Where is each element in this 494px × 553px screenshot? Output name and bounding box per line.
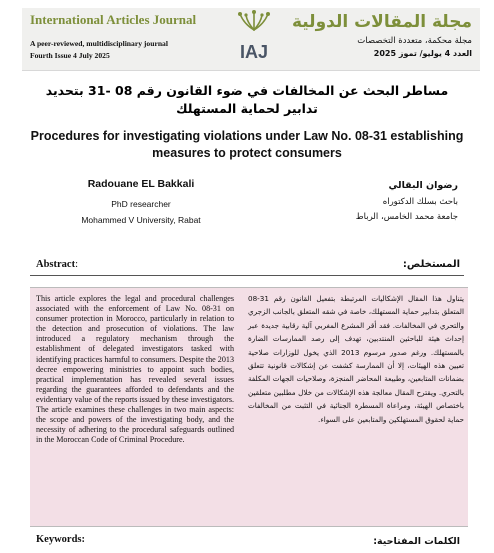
abstract-text-en: This article explores the legal and procedural challenges associated with the enforcement of Law No. 08-31 on consumer protection in Morocco, particularly in relation to the detection and prosecution of violations. The law introduced a regulatory mechanism through the establishment of delegated investigators tasked with identifying practices harmful to consumers. Despite the 2013 decree empowering ministries to appoint such bodies, practical implementation has revealed several issues regarding the guarantees afforded to defendants and the evidentiary value of the reports issued by these investigators. The article examines these challenges in two main aspects: the scope and powers of the investigating body, and the necessity of adhering to the procedural safeguards outlined in the Moroccan Code of Criminal Procedure. [36, 294, 234, 445]
author-name-ar: رضوان البقالي [388, 180, 458, 191]
abstract-label-ar: المستخلص: [402, 259, 460, 270]
article-title-en: Procedures for investigating violations under Law No. 08-31 establishing measures to protect consumers [30, 129, 464, 160]
author-block-en [36, 178, 246, 225]
journal-subtitle-en: A peer-reviewed, multidisciplinary journal [30, 39, 168, 48]
journal-issue-ar: العدد 4 يوليو/ تموز 2025 [373, 49, 472, 58]
journal-logo [232, 10, 276, 66]
header-left [30, 12, 220, 60]
journal-title-en: International Articles Journal [30, 12, 197, 27]
abstract-box [30, 287, 468, 527]
abstract-label-text: Abstract [36, 259, 76, 270]
journal-header [22, 8, 480, 71]
keywords-label-ar: الكلمات المفتاحية: [373, 536, 460, 547]
abstract-text-ar: يتناول هذا المقال الإشكاليات المرتبطة بتفعيل القانون رقم 31-08 المتعلق بتدابير حماية المستهلك، خاصة في شقه المتعلق بالجانب الزجري والتحري في المخالفات. فقد أقر المشرع المغربي آلية رقابية جديدة عبر إحداث هيئة للباحثين المنتدبين، تهدف إلى رصد الممارسات الضارة بالمستهلك. ورغم صدور مرسوم 2013 الذي يخول للوزارات صلاحية تعيين هذه الهيئات، إلا أن الممارسة كشفت عن إشكالات قانونية تتعلق بضمانات المتابعين، وطبيعة المحاضر المنجزة، وصلاحيات الجهات المكلفة بالتحري. ويقترح المقال معالجة هذه الإشكالات من خلال مطلبين متعلقين باختصاص الهيئة، ومراعاة المسطرة الجنائية في التثبت من المخالفات حماية لحقوق المستهلكين والمتابعين على السواء. [248, 294, 464, 424]
author-role-ar: باحث بسلك الدكتوراه [382, 197, 458, 207]
abstract-heading-row [30, 259, 464, 276]
author-block-ar [278, 180, 458, 222]
article-title-ar: مساطر البحث عن المخالفات في ضوء القانون رقم 08 -31 بتحديد تدابير لحماية المستهلك [45, 83, 449, 116]
journal-title-ar: مجلة المقالات الدولية [291, 12, 472, 32]
abstract-label-en [36, 259, 78, 270]
author-affiliation-en: Mohammed V University, Rabat [81, 215, 201, 225]
journal-subtitle-ar: مجلة محكمة، متعددة التخصصات [357, 36, 472, 46]
logo-text: IAJ [239, 42, 269, 62]
header-right [292, 12, 472, 58]
author-role-en: PhD researcher [111, 199, 171, 209]
author-affiliation-ar: جامعة محمد الخامس، الرباط [355, 212, 458, 222]
keywords-label-en: Keywords: [36, 534, 85, 545]
author-name-en: Radouane EL Bakkali [87, 178, 195, 190]
journal-issue-en: Fourth Issue 4 July 2025 [30, 51, 110, 60]
abstract-label-colon: : [75, 259, 78, 270]
keywords-row [30, 534, 464, 552]
